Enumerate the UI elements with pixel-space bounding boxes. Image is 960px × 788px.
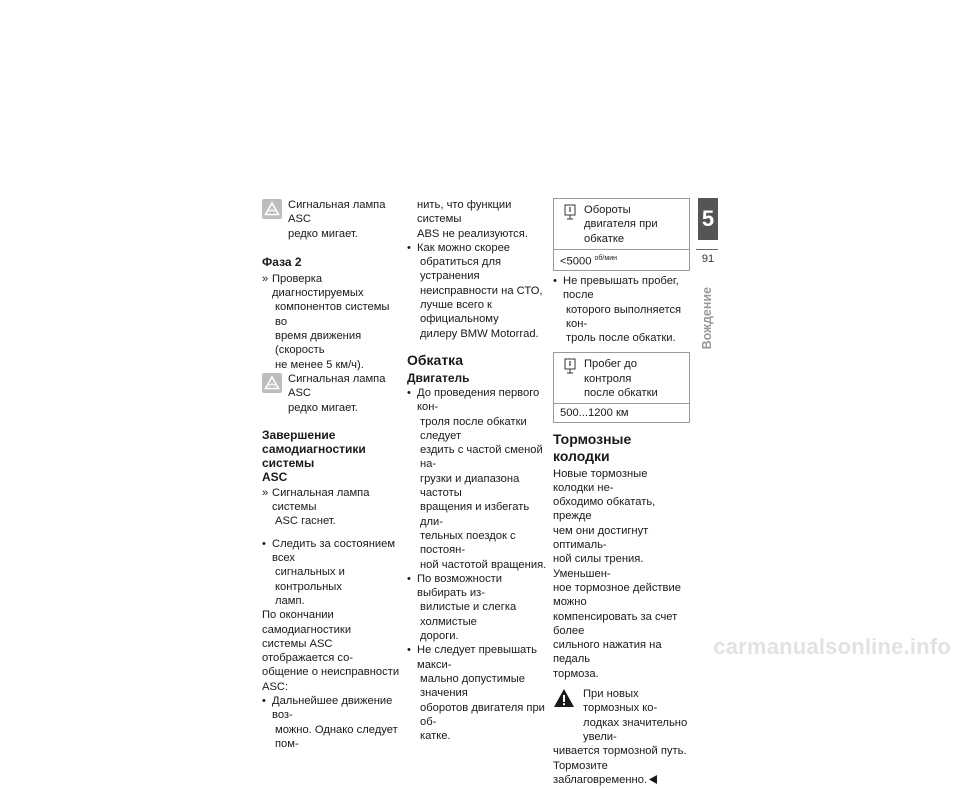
- end-marker-icon: [649, 774, 657, 788]
- text-line: системы ASC отображается со-: [262, 637, 354, 665]
- asc-warning-icon: [262, 199, 282, 219]
- gauge-icon: [564, 204, 578, 246]
- rpm-unit: об/мин: [594, 254, 617, 262]
- text-line: вращения и избегать дли-: [420, 501, 530, 528]
- spec-box-value: [554, 403, 689, 421]
- continued-text: [407, 198, 547, 241]
- text-line: сильного нажатия на педаль: [553, 639, 662, 666]
- text-line: можно. Однако следует пом-: [275, 723, 398, 750]
- asc-warning-icon: [262, 373, 282, 393]
- page-number-rule: [696, 249, 718, 250]
- asc-lamp-note-1: [262, 198, 400, 241]
- chapter-number: 5: [701, 205, 715, 231]
- engine-heading: Двигатель: [407, 370, 470, 385]
- heading-line: Завершение: [262, 427, 336, 442]
- text-line: сигнальных и контрольных: [275, 566, 345, 593]
- list-item: [262, 694, 400, 751]
- bullet-marker: •: [407, 572, 411, 585]
- gauge-icon: [564, 358, 578, 400]
- text-line: редко мигает.: [288, 401, 358, 414]
- text-line: компонентов системы во: [275, 301, 390, 328]
- text-line: редко мигает.: [288, 227, 358, 240]
- mileage-spec-box: [553, 352, 690, 422]
- text-line: ной силы трения. Уменьшен-: [553, 553, 644, 580]
- text-line: дилеру BMW Motorrad.: [420, 327, 539, 340]
- text-line: нить, что функции системы: [417, 199, 512, 226]
- text-line: ной частотой вращения.: [420, 558, 547, 571]
- text-line: лучше всего к официальному: [420, 299, 499, 326]
- text-line: Не следует превышать макси-: [417, 644, 537, 671]
- list-item: [262, 537, 400, 608]
- bullet-marker: •: [407, 241, 411, 254]
- text-line: Пробег до контроля: [584, 358, 637, 385]
- brake-warning: [553, 687, 691, 788]
- text-line: обходимо обкатать, прежде: [553, 496, 656, 523]
- text-line: ное тормозное действие можно: [553, 581, 681, 609]
- text-line: Новые тормозные колодки не-: [553, 467, 648, 494]
- text-line: чивается тормозной путь.: [553, 745, 687, 758]
- text-line: лодках значительно увели-: [583, 716, 688, 743]
- text-line: компенсировать за счет более: [553, 610, 678, 637]
- bullet-marker: •: [553, 274, 557, 287]
- text-line: Проверка диагностируемых: [272, 272, 364, 300]
- brake-heading: Тормозные колодки: [553, 430, 632, 464]
- arrow-marker: »: [262, 272, 269, 285]
- text-line: троля после обкатки следует: [420, 415, 527, 442]
- text-line: Сигнальная лампа ASC: [288, 372, 386, 400]
- list-item: [553, 274, 691, 345]
- rpm-spec-box: [553, 198, 690, 271]
- list-item: [407, 643, 547, 743]
- text-line: ASC гаснет.: [275, 515, 336, 528]
- spec-box-value: [554, 249, 689, 270]
- text-line: обратиться для устранения: [420, 256, 502, 283]
- bullet-marker: •: [407, 644, 411, 657]
- column-3: [553, 198, 691, 788]
- text-line: Как можно скорее: [417, 241, 511, 254]
- text-line: Не превышать пробег, после: [563, 274, 679, 302]
- mileage-value: 500...1200 км: [560, 407, 629, 420]
- text-line: оборотов двигателя при об-: [420, 701, 545, 728]
- page-number: 91: [701, 253, 715, 265]
- section-label: Вождение: [699, 286, 714, 350]
- phase2-heading: Фаза 2: [262, 254, 302, 269]
- arrow-marker: »: [262, 486, 269, 499]
- watermark: carmanualsonline.info: [713, 634, 951, 659]
- warning-row: [553, 687, 691, 744]
- list-item: [262, 272, 400, 372]
- text-line: троль после обкатки.: [566, 332, 676, 345]
- finish-heading: [262, 428, 400, 484]
- asc-lamp-note-2: [262, 372, 400, 415]
- section-name: [686, 286, 728, 350]
- warning-end-line: [553, 759, 691, 788]
- chapter-tab: [698, 198, 718, 240]
- text-line: мально допустимые значения: [420, 672, 525, 700]
- bullet-marker: •: [407, 386, 411, 399]
- text-line: не менее 5 км/ч).: [275, 358, 364, 371]
- text-line: время движения (скорость: [275, 330, 362, 357]
- text-line: катке.: [420, 730, 451, 743]
- bullet-marker: •: [262, 537, 266, 550]
- text-line: дороги.: [420, 630, 459, 643]
- list-item: [407, 572, 547, 643]
- text-line: Дальнейшее движение воз-: [272, 695, 393, 722]
- list-item: [407, 241, 547, 341]
- text-line: общение о неисправности ASC:: [262, 666, 400, 693]
- text-line: ламп.: [275, 594, 305, 607]
- column-2: [407, 198, 547, 743]
- paragraph: [262, 608, 400, 694]
- text-line: До проведения первого кон-: [417, 386, 540, 414]
- spec-box-header: [554, 353, 689, 403]
- list-item: [407, 386, 547, 572]
- text-line: ABS не реализуются.: [417, 227, 528, 240]
- text-line: после обкатки: [584, 387, 658, 399]
- column-1: [262, 198, 400, 751]
- heading-line: ASC: [262, 469, 288, 484]
- text-line: По возможности выбирать из-: [417, 572, 503, 600]
- text-line: тормоза.: [553, 667, 599, 680]
- text-line: тельных поездок с постоян-: [420, 529, 516, 557]
- text-line: обкатке: [584, 232, 625, 245]
- spec-box-header: [554, 199, 689, 249]
- text-line: Сигнальная лампа системы: [272, 486, 370, 514]
- text-line: При новых тормозных ко-: [583, 688, 658, 715]
- text-line: чем они достигнут оптималь-: [553, 524, 649, 552]
- text-line: Обороты двигателя при: [584, 204, 658, 231]
- text-line: неисправности на СТО,: [420, 284, 543, 297]
- text-line: ездить с частой сменой на-: [420, 444, 543, 471]
- text-line: грузки и диапазона частоты: [420, 472, 520, 500]
- text-line: Тормозите заблаговременно.: [553, 759, 648, 786]
- text-line: Следить за состоянием всех: [272, 537, 396, 565]
- runin-heading: Обкатка: [407, 351, 463, 368]
- heading-line: самодиагностики системы: [262, 441, 366, 470]
- bullet-marker: •: [262, 695, 266, 708]
- warning-triangle-icon: [553, 688, 575, 708]
- text-line: Сигнальная лампа ASC: [288, 199, 386, 226]
- text-line: которого выполняется кон-: [566, 303, 682, 330]
- rpm-value: <5000: [560, 255, 592, 268]
- text-line: По окончании самодиагностики: [262, 609, 352, 636]
- text-line: вилистые и слегка холмистые: [420, 601, 517, 628]
- list-item: [262, 486, 400, 529]
